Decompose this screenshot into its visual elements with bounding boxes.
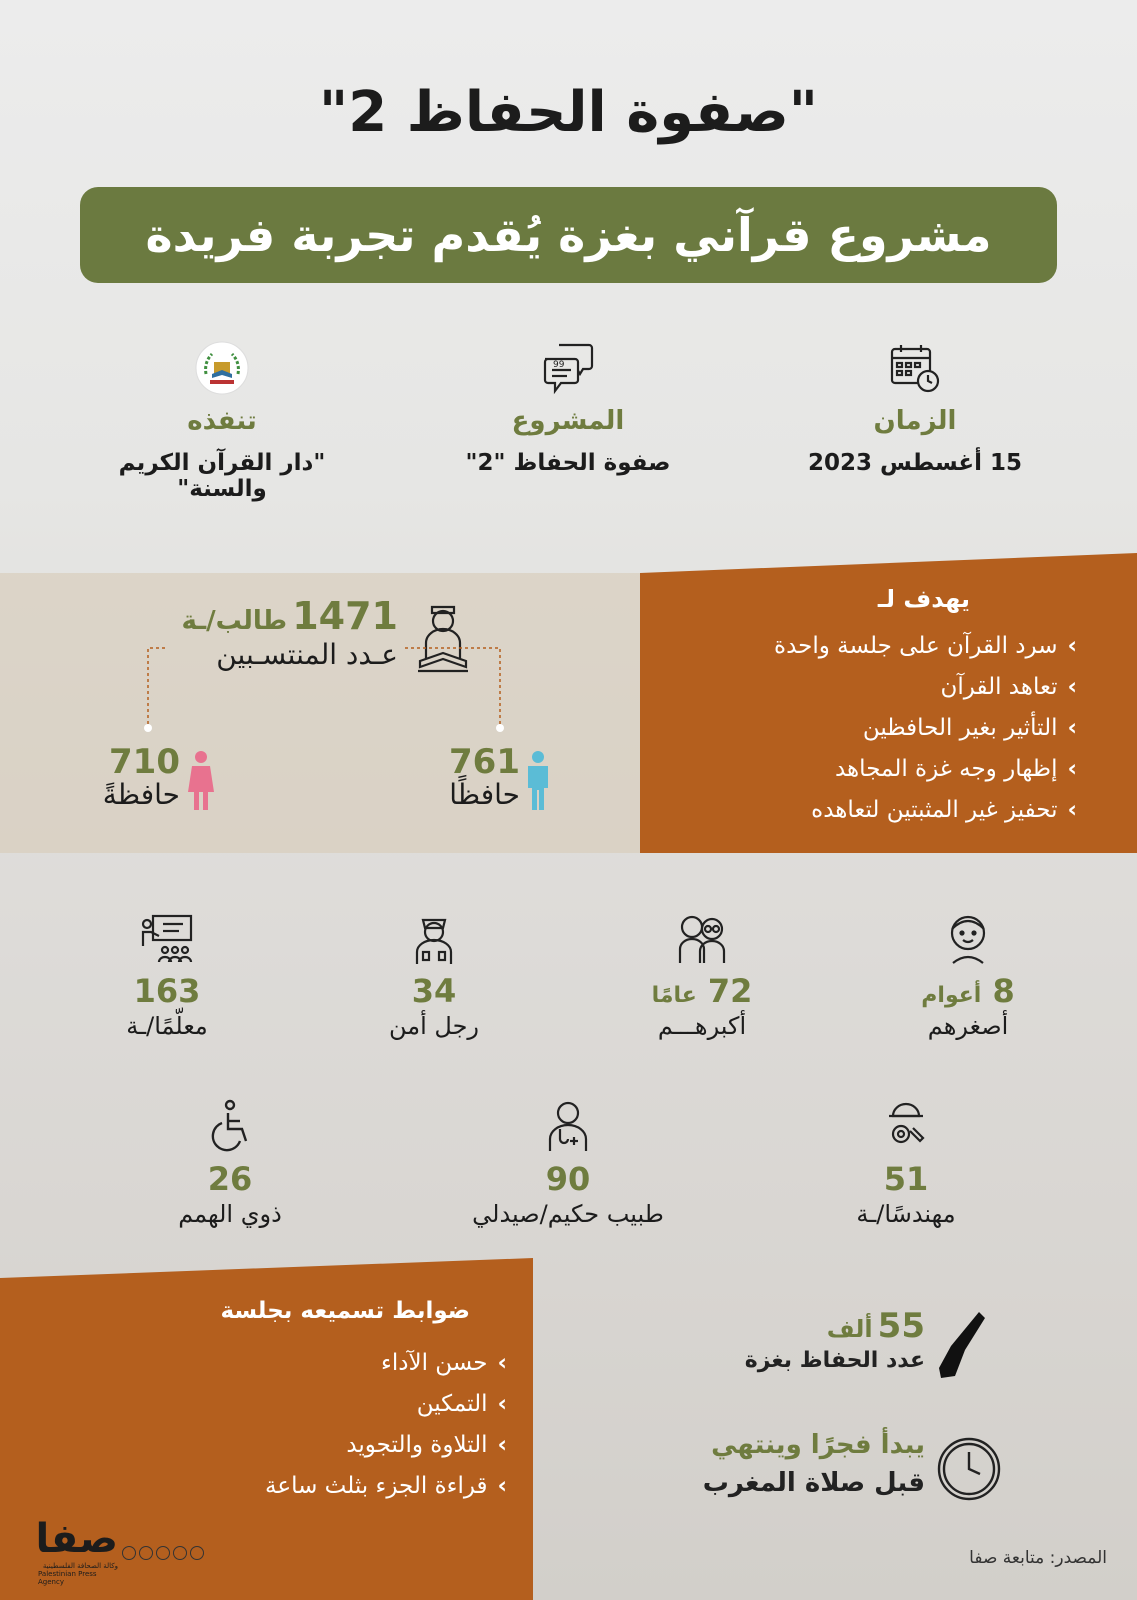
male-stat	[420, 742, 520, 811]
female-count: 710	[109, 742, 180, 782]
hafiz-unit: ألف	[826, 1315, 873, 1343]
oldest-unit: عامًا	[651, 983, 697, 1008]
stat-disabled	[110, 1096, 350, 1228]
rule-item: › قراءة الجزء بثلث ساعة	[265, 1473, 507, 1499]
doctors-label: طبيب حكيم/صيدلي	[472, 1200, 664, 1228]
source-note: المصدر: متابعة صفا	[969, 1548, 1107, 1568]
rule-item: › التمكين	[417, 1391, 507, 1417]
rule-item: › التلاوة والتجويد	[346, 1432, 507, 1458]
teachers-number: 163	[133, 972, 201, 1010]
youngest-unit: أعوام	[921, 983, 982, 1008]
stat-security	[314, 908, 554, 1040]
facebook-icon[interactable]	[122, 1546, 136, 1560]
calendar-clock-icon	[765, 340, 1065, 396]
subtitle-banner	[80, 187, 1057, 283]
engineer-gear-icon	[786, 1096, 1026, 1156]
hafiz-count	[745, 1306, 925, 1373]
hafiz-label: عدد الحفاظ بغزة	[744, 1348, 925, 1373]
quran-house-logo-icon	[72, 340, 372, 396]
chat-bubbles-icon	[418, 340, 718, 396]
schedule-line2: قبل صلاة المغرب	[702, 1468, 925, 1498]
logo-sub-ar: وكالة الصحافة الفلسطينية	[42, 1562, 118, 1570]
telegram-icon[interactable]	[156, 1546, 170, 1560]
info-executor-value: "دار القرآن الكريم والسنة"	[118, 450, 326, 502]
participants-total-label: عـدد المنتسـبين	[216, 638, 398, 671]
oldest-label: أكبرهـــم	[657, 1012, 747, 1040]
youngest-number: 8	[992, 972, 1015, 1010]
whatsapp-icon[interactable]	[173, 1546, 187, 1560]
instagram-icon[interactable]	[190, 1546, 204, 1560]
elderly-couple-icon	[582, 908, 822, 968]
stat-engineers	[786, 1096, 1026, 1228]
youngest-label: أصغرهم	[927, 1012, 1009, 1040]
page-title: "صفوة الحفاظ 2"	[319, 80, 818, 145]
info-project	[418, 340, 718, 476]
security-man-icon	[314, 908, 554, 968]
logo-name: صفا	[35, 1516, 118, 1562]
stat-teachers	[47, 908, 287, 1040]
svg-text:99: 99	[553, 360, 565, 370]
teachers-label: معلّمًا/ـة	[126, 1012, 208, 1040]
engineers-label: مهندسًا/ـة	[856, 1200, 956, 1228]
info-time	[765, 340, 1065, 476]
hafiz-number: 55	[877, 1306, 925, 1346]
social-icons	[122, 1546, 204, 1560]
stat-doctors	[448, 1096, 688, 1228]
security-label: رجل أمن	[388, 1012, 480, 1040]
male-label: حافظًا	[449, 778, 520, 811]
goal-item: › سرد القرآن على جلسة واحدة	[774, 633, 1077, 659]
info-project-value: صفوة الحفاظ "2"	[465, 450, 671, 476]
disabled-number: 26	[207, 1160, 253, 1198]
connector-lines	[140, 643, 510, 733]
stat-youngest	[848, 908, 1088, 1040]
rule-item: › حسن الآداء	[381, 1350, 507, 1376]
info-time-value: 15 أغسطس 2023	[808, 450, 1022, 476]
participants-total-unit: طالب/ـة	[181, 606, 288, 636]
goals-title: يهدف لـ	[877, 585, 970, 613]
female-stat	[80, 742, 180, 811]
wheelchair-icon	[110, 1096, 350, 1156]
clock-icon	[936, 1436, 1002, 1506]
participants-total-number: 1471	[292, 594, 398, 638]
safa-logo	[35, 1516, 118, 1586]
male-count: 761	[449, 742, 520, 782]
oldest-number: 72	[707, 972, 753, 1010]
female-label: حافظةً	[102, 778, 180, 811]
teacher-board-icon	[47, 908, 287, 968]
logo-sub-en: Palestinian Press Agency	[38, 1570, 97, 1586]
goal-item: › تعاهد القرآن	[940, 674, 1077, 700]
info-project-label: المشروع	[511, 406, 625, 436]
info-executor-label: تنفذه	[187, 406, 257, 436]
disabled-label: ذوي الهمم	[178, 1200, 282, 1228]
subtitle-text: مشروع قرآني بغزة يُقدم تجربة فريدة	[145, 208, 992, 262]
goal-item: › التأثير بغير الحافظين	[863, 715, 1077, 741]
stat-oldest	[582, 908, 822, 1040]
gaza-map-icon	[935, 1310, 987, 1384]
doctor-icon	[448, 1096, 688, 1156]
male-icon	[525, 750, 551, 816]
child-face-icon	[848, 908, 1088, 968]
info-time-label: الزمان	[873, 406, 957, 436]
rules-title: ضوابط تسميعه بجلسة	[220, 1298, 470, 1324]
goal-item: › إظهار وجه غزة المجاهد	[835, 756, 1077, 782]
info-executor	[72, 340, 372, 502]
schedule	[703, 1430, 925, 1498]
security-number: 34	[411, 972, 457, 1010]
female-icon	[187, 750, 215, 816]
engineers-number: 51	[883, 1160, 929, 1198]
doctors-number: 90	[545, 1160, 591, 1198]
goal-item: › تحفيز غير المثبتين لتعاهده	[811, 797, 1077, 823]
twitter-icon[interactable]	[139, 1546, 153, 1560]
schedule-line1: يبدأ فجرًا وينتهي	[711, 1430, 925, 1460]
